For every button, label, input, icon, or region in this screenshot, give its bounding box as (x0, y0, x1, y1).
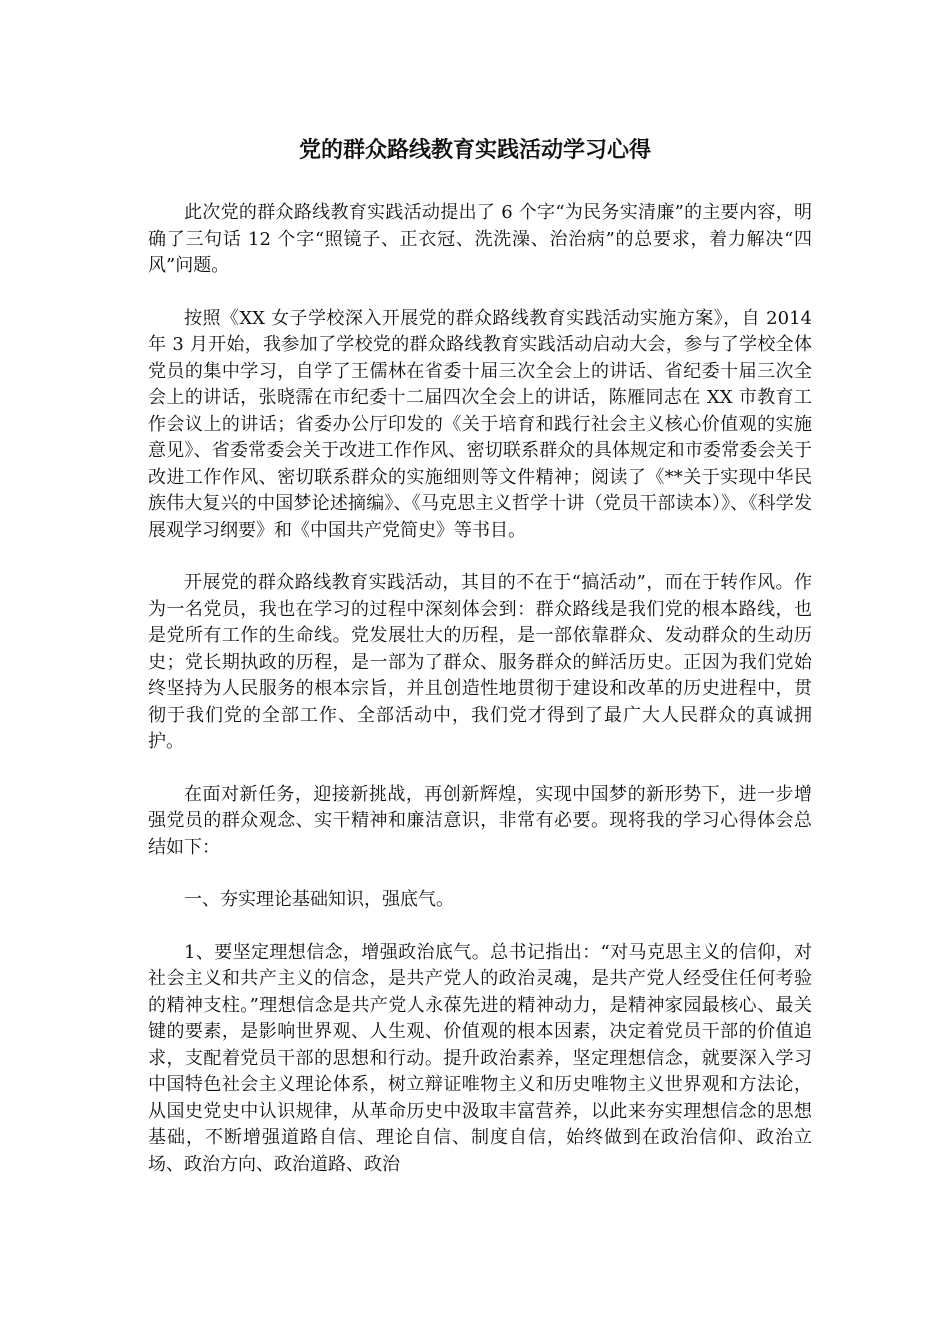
paragraph-purpose: 开展党的群众路线教育实践活动，其目的不在于“搞活动”，而在于转作风。作为一名党员，我也在学习的过程中深刻体会到：群众路线是我们党的根本路线，也是党所有工作的生命线。党发展壮大的历程，是一部依靠群众、发动群众的生动历史；党长期执政的历程，是一部为了群众、服务群众的鲜活历史。正因为我们党始终坚持为人民服务的根本宗旨，并且创造性地贯彻于建设和改革的历史进程中，贯彻于我们党的全部工作、全部活动中，我们党才得到了最广大人民群众的真诚拥护。 (148, 572, 812, 752)
paragraph-point-1: 1、要坚定理想信念，增强政治底气。总书记指出：“对马克思主义的信仰，对社会主义和共产主义的信念，是共产党人的政治灵魂，是共产党人经受住任何考验的精神支柱。”理想信念是共产党人永葆先进的精神动力，是精神家园最核心、最关键的要素，是影响世界观、人生观、价值观的根本因素，决定着党员干部的价值追求，支配着党员干部的思想和行动。提升政治素养，坚定理想信念，就要深入学习中国特色社会主义理论体系，树立辩证唯物主义和历史唯物主义世界观和方法论，从国史党史中认识规律，从革命历史中汲取丰富营养，以此来夯实理想信念的思想基础，不断增强道路自信、理论自信、制度自信，始终做到在政治信仰、政治立场、政治方向、政治道路、政治 (148, 941, 812, 1175)
document-title: 党的群众路线教育实践活动学习心得 (298, 138, 651, 163)
paragraph-intro: 此次党的群众路线教育实践活动提出了 6 个字“为民务实清廉”的主要内容，明确了三句话 12 个字“照镜子、正衣冠、洗洗澡、治治病”的总要求，着力解决“四风”问题。 (148, 202, 812, 276)
section-heading-1: 一、夯实理论基础知识，强底气。 (184, 889, 454, 910)
paragraph-summary-intro: 在面对新任务，迎接新挑战，再创新辉煌，实现中国梦的新形势下，进一步增强党员的群众观念、实干精神和廉洁意识，非常有必要。现将我的学习心得体会总结如下： (148, 783, 812, 858)
document-body (148, 200, 812, 1204)
paragraph-study-content: 按照《XX 女子学校深入开展党的群众路线教育实践活动实施方案》，自 2014 年 3 月开始，我参加了学校党的群众路线教育实践活动启动大会，参与了学校全体党员的集中学习，自学了王儒林在省委十届三次全会上的讲话、省纪委十届三次全会上的讲话，张晓霈在市纪委十二届四次全会上的讲话，陈雁同志在 XX 市教育工作会议上的讲话；省委办公厅印发的《关于培育和践行社会主义核心价值观的实施意见》、省委常委会关于改进工作作风、密切联系群众的具体规定和市委常委会关于改进工作作风、密切联系群众的实施细则等文件精神；阅读了《**关于实现中华民族伟大复兴的中国梦论述摘编》、《马克思主义哲学十讲（党员干部读本）》、《科学发展观学习纲要》和《中国共产党简史》等书目。 (148, 307, 812, 541)
